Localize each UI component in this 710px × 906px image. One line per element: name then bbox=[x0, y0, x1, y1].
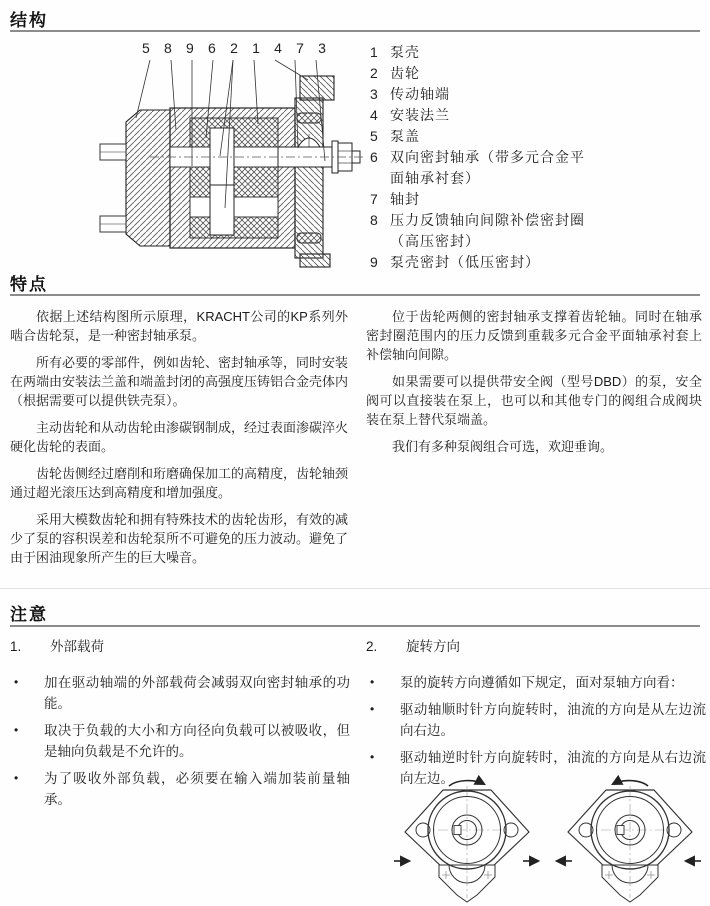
feature-paragraph: 齿轮齿侧经过磨削和珩磨确保加工的高精度，齿轮轴颈通过超光滚压达到高精度和增加强度。 bbox=[10, 466, 349, 500]
feature-paragraph: 我们有多种泵阀组合可选，欢迎垂询。 bbox=[392, 439, 614, 454]
parts-list-item bbox=[370, 126, 700, 147]
clockwise-rotation-pump-figure bbox=[392, 772, 542, 906]
bullet-marker: • bbox=[14, 771, 19, 785]
callout-number: 2 bbox=[230, 40, 238, 56]
part-number: 1 bbox=[370, 44, 378, 60]
callout-number: 6 bbox=[208, 40, 216, 56]
parts-list-item bbox=[370, 210, 700, 252]
parts-list-item bbox=[370, 84, 700, 105]
part-label: 泵壳 bbox=[390, 44, 420, 60]
bullet-marker: • bbox=[370, 702, 375, 716]
note-subheading-title: 旋转方向 bbox=[406, 639, 460, 654]
note-subheading bbox=[10, 636, 350, 657]
features-heading: 特点 bbox=[10, 275, 48, 294]
callout-number: 9 bbox=[186, 40, 194, 56]
bullet-text: 加在驱动轴端的外部载荷会减弱双向密封轴承的功能。 bbox=[44, 675, 350, 711]
part-label: 安装法兰 bbox=[390, 107, 450, 123]
bullet-marker: • bbox=[370, 750, 375, 764]
note-subheading-number: 1. bbox=[10, 639, 22, 654]
callout-number: 1 bbox=[252, 40, 260, 56]
note-bullet bbox=[366, 672, 706, 693]
part-label: 传动轴端 bbox=[390, 86, 450, 102]
part-number: 9 bbox=[370, 254, 378, 270]
parts-list-item bbox=[370, 105, 700, 126]
part-number: 4 bbox=[370, 107, 378, 123]
notes-heading-rule bbox=[10, 625, 700, 627]
note-bullet bbox=[10, 768, 350, 810]
part-label: 泵盖 bbox=[390, 128, 420, 144]
features-left-column bbox=[10, 307, 348, 575]
feature-paragraph: 主动齿轮和从动齿轮由渗碳钢制成，经过表面渗碳淬火硬化齿轮的表面。 bbox=[10, 420, 349, 454]
feature-paragraph: 如果需要可以提供带安全阀（型号DBD）的泵，安全阀可以直接装在泵上，也可以和其他专门的阀组合成阀块装在泵上替代泵端盖。 bbox=[366, 374, 702, 427]
bullet-marker: • bbox=[14, 723, 19, 737]
bullet-marker: • bbox=[370, 675, 375, 689]
parts-list bbox=[370, 42, 700, 273]
feature-paragraph: 采用大模数齿轮和拥有特殊技术的齿轮齿形，有效的减少了泵的容积误差和齿轮泵所不可避免的压力波动。避免了由于困油现象所产生的巨大噪音。 bbox=[10, 512, 349, 565]
part-label: 双向密封轴承（带多元合金平面轴承衬套） bbox=[390, 149, 585, 186]
part-label: 轴封 bbox=[390, 191, 420, 207]
note-subheading bbox=[366, 636, 706, 657]
part-number: 2 bbox=[370, 65, 378, 81]
part-number: 7 bbox=[370, 191, 378, 207]
note-bullet bbox=[10, 672, 350, 714]
parts-list-item bbox=[370, 252, 700, 273]
bullet-text: 取决于负载的大小和方向径向负载可以被吸收，但是轴向负载是不允许的。 bbox=[44, 723, 350, 759]
callout-number: 7 bbox=[296, 40, 304, 56]
bullet-text: 泵的旋转方向遵循如下规定，面对泵轴方向看： bbox=[400, 675, 684, 690]
features-heading-rule bbox=[10, 294, 700, 296]
feature-paragraph: 位于齿轮两侧的密封轴承支撑着齿轮轴。同时在轴承密封圈范围内的压力反馈到重载多元合金平面轴承衬套上补偿轴向间隙。 bbox=[366, 309, 702, 362]
parts-list-item bbox=[370, 147, 700, 189]
structure-heading: 结构 bbox=[10, 11, 48, 30]
structure-heading-rule bbox=[10, 30, 700, 32]
note-subheading-title: 外部载荷 bbox=[50, 639, 104, 654]
bullet-text: 驱动轴逆时针方向旋转时，油流的方向是从右边流向左边。 bbox=[400, 750, 706, 786]
section-divider bbox=[0, 588, 710, 589]
note-bullet bbox=[366, 699, 706, 741]
note-bullet bbox=[10, 720, 350, 762]
feature-paragraph: 所有必要的零部件，例如齿轮、密封轴承等，同时安装在两端由安装法兰盖和端盖封闭的高强度压铸铝合金壳体内（根据需要可以提供铁壳泵）。 bbox=[10, 355, 349, 408]
pump-cross-section-diagram bbox=[92, 58, 364, 268]
bullet-text: 驱动轴顺时针方向旋转时，油流的方向是从左边流向右边。 bbox=[400, 702, 706, 738]
notes-external-load-column bbox=[10, 636, 350, 816]
note-subheading-number: 2. bbox=[366, 639, 378, 654]
callout-number: 5 bbox=[142, 40, 150, 56]
part-number: 3 bbox=[370, 86, 378, 102]
diagram-callout-numbers bbox=[142, 40, 326, 56]
bullet-marker: • bbox=[14, 675, 19, 689]
part-label: 齿轮 bbox=[390, 65, 420, 81]
part-number: 8 bbox=[370, 212, 378, 228]
parts-list-item bbox=[370, 189, 700, 210]
part-number: 6 bbox=[370, 149, 378, 165]
bullet-text: 为了吸收外部负载，必须要在输入端加装前量轴承。 bbox=[44, 771, 350, 807]
callout-number: 4 bbox=[274, 40, 282, 56]
part-number: 5 bbox=[370, 128, 378, 144]
parts-list-item bbox=[370, 63, 700, 84]
notes-heading: 注意 bbox=[10, 605, 48, 624]
callout-number: 8 bbox=[164, 40, 172, 56]
part-label: 压力反馈轴向间隙补偿密封圈（高压密封） bbox=[390, 212, 585, 249]
callout-number: 3 bbox=[318, 40, 326, 56]
parts-list-item bbox=[370, 42, 700, 63]
feature-paragraph: 依据上述结构图所示原理，KRACHT公司的KP系列外啮合齿轮泵，是一种密封轴承泵。 bbox=[10, 309, 348, 343]
counterclockwise-rotation-pump-figure bbox=[555, 772, 705, 906]
features-right-column bbox=[366, 307, 702, 464]
part-label: 泵壳密封（低压密封） bbox=[390, 254, 540, 270]
